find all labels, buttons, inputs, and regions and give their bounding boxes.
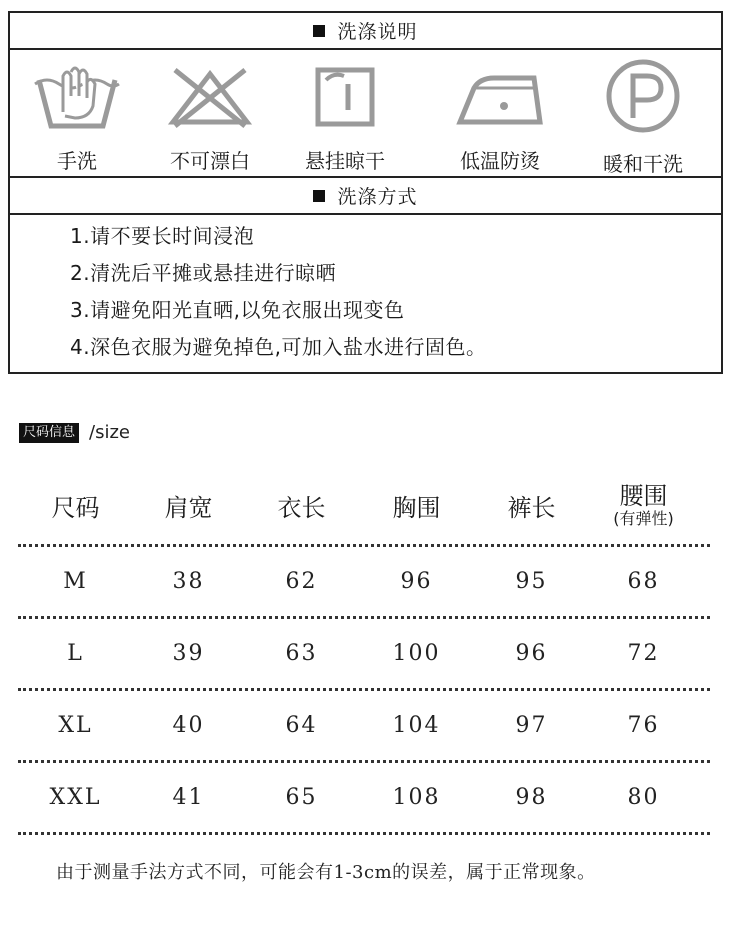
header-size: 尺码 (51, 494, 100, 522)
care-title-bar (10, 13, 721, 50)
care-label: 手洗 (57, 149, 97, 173)
method-item: 4.深色衣服为避免掉色,可加入盐水进行固色。 (70, 335, 487, 359)
care-item-no-bleach (145, 50, 275, 176)
care-item-hand-wash (12, 50, 142, 176)
table-row (18, 691, 710, 756)
cell: 72 (627, 641, 660, 666)
table-row (18, 763, 710, 828)
table-row (18, 547, 710, 612)
cell: 63 (285, 641, 318, 666)
method-item: 3.请避免阳光直晒,以免衣服出现变色 (70, 298, 405, 322)
cell: 100 (392, 641, 441, 666)
header-shoulder: 肩宽 (164, 494, 213, 522)
cell: 76 (627, 713, 660, 738)
cell: 98 (515, 785, 548, 810)
header-pants-length: 裤长 (507, 494, 556, 522)
methods-title: 洗涤方式 (337, 186, 418, 208)
cell: 96 (400, 569, 433, 594)
method-item: 2.清洗后平摊或悬挂进行晾晒 (70, 261, 337, 285)
cell: 68 (627, 569, 660, 594)
square-bullet-icon (313, 25, 325, 37)
cell: 65 (285, 785, 318, 810)
cell: 41 (172, 785, 205, 810)
care-item-low-iron (435, 50, 565, 176)
care-title: 洗涤说明 (337, 21, 418, 43)
method-item: 1.请不要长时间浸泡 (70, 224, 255, 248)
cell: 38 (172, 569, 205, 594)
size-section-header (19, 422, 130, 443)
hand-wash-icon (33, 62, 121, 132)
cell: 108 (392, 785, 441, 810)
low-iron-icon (454, 62, 546, 132)
care-item-dry-clean (578, 50, 708, 176)
size-tag: 尺码信息 (19, 423, 79, 443)
methods-title-bar (10, 176, 721, 215)
care-label: 悬挂晾干 (305, 149, 385, 173)
no-bleach-icon (165, 62, 255, 132)
cell: 40 (172, 713, 205, 738)
cell: 95 (515, 569, 548, 594)
cell: 64 (285, 713, 318, 738)
dry-clean-p-icon (603, 56, 683, 136)
cell: 39 (172, 641, 205, 666)
table-row (18, 619, 710, 684)
cell: XXL (49, 785, 102, 810)
care-label: 低温防烫 (460, 149, 540, 173)
cell: 97 (515, 713, 548, 738)
header-waist (586, 484, 701, 530)
header-chest: 胸围 (392, 494, 441, 522)
header-waist-label: 腰围 (619, 482, 668, 510)
measurement-footnote: 由于测量手法方式不同，可能会有1-3cm的误差，属于正常现象。 (56, 862, 596, 883)
square-bullet-icon (313, 190, 325, 202)
header-waist-note: (有弹性) (613, 509, 674, 528)
care-instructions-box (8, 11, 723, 374)
cell: 62 (285, 569, 318, 594)
header-length: 衣长 (277, 494, 326, 522)
care-item-hang-dry (280, 50, 410, 176)
care-label: 暖和干洗 (603, 152, 683, 176)
size-table-header (18, 480, 710, 540)
size-table (18, 480, 710, 835)
cell: M (63, 569, 88, 594)
care-icons-row (10, 50, 721, 176)
cell: 80 (627, 785, 660, 810)
size-subtitle: /size (89, 422, 130, 443)
wash-methods-list (70, 218, 486, 366)
cell: 96 (515, 641, 548, 666)
dotted-divider (18, 540, 710, 547)
cell: L (67, 641, 84, 666)
hang-dry-icon (310, 62, 380, 132)
cell: 104 (392, 713, 441, 738)
cell: XL (58, 713, 93, 738)
care-label: 不可漂白 (170, 149, 250, 173)
